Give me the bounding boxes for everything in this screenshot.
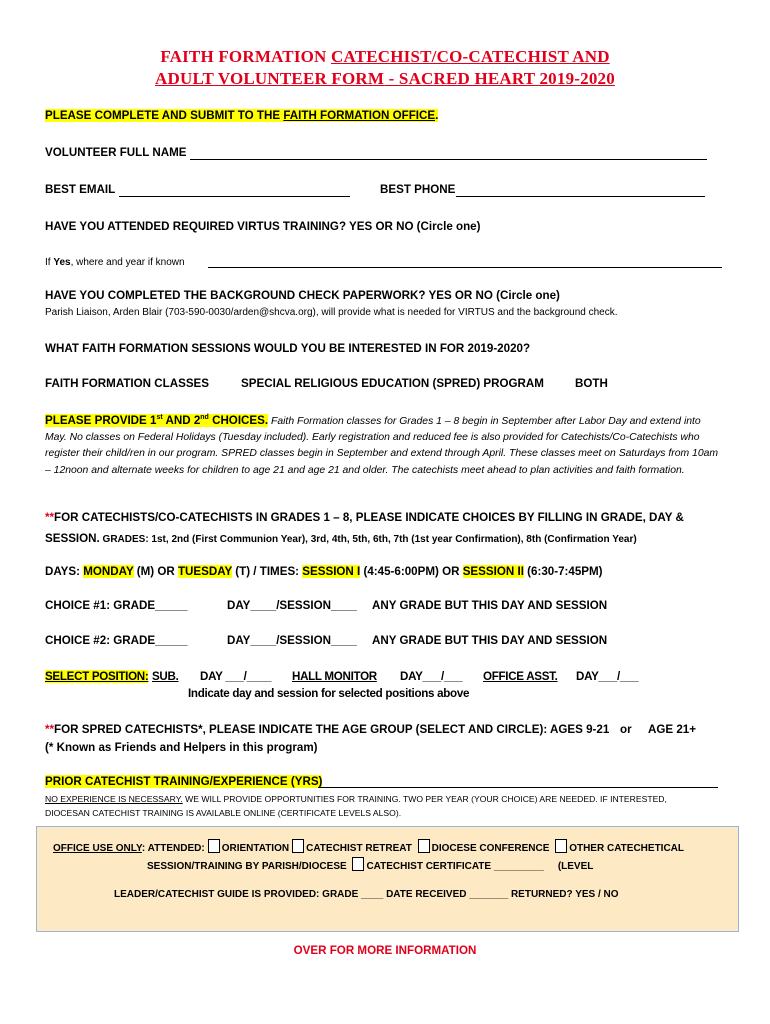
session-1-label: SESSION I bbox=[302, 565, 361, 578]
lead-b: AND 2 bbox=[162, 413, 201, 427]
submit-instruction bbox=[45, 109, 438, 122]
spred-age-21-plus[interactable]: AGE 21+ bbox=[648, 723, 697, 736]
if-suffix: , where and year if known bbox=[70, 257, 185, 268]
days-times-line bbox=[45, 565, 603, 578]
choice-1-day-session[interactable]: DAY____/SESSION____ bbox=[227, 599, 357, 612]
spred-age-question bbox=[45, 723, 609, 736]
position-office-day[interactable]: DAY___/___ bbox=[576, 670, 639, 683]
email-label: BEST EMAIL bbox=[45, 183, 116, 196]
position-hall-day[interactable]: DAY___/___ bbox=[400, 670, 463, 683]
prior-training-note-2: DIOCESAN CATECHIST TRAINING IS AVAILABLE ONLINE (CERTIFICATE LEVELS ALSO). bbox=[45, 808, 402, 818]
parish-liaison-note: Parish Liaison, Arden Blair (703-590-0030/arden@shcva.org), will provide what is needed for VIRTUS and the background check. bbox=[45, 307, 618, 318]
background-check-question: HAVE YOU COMPLETED THE BACKGROUND CHECK PAPERWORK? YES OR NO (Circle one) bbox=[45, 289, 560, 302]
full-name-field[interactable] bbox=[190, 147, 707, 160]
grades-line-1: FOR CATECHISTS/CO-CATECHISTS IN GRADES 1 – 8, PLEASE INDICATE CHOICES BY FILLING IN GRADE, DAY & bbox=[54, 511, 684, 524]
phone-label: BEST PHONE bbox=[380, 183, 456, 196]
session-1-time: (4:45-6:00PM) OR bbox=[360, 565, 463, 578]
title-underlined-1: CATECHIST/CO-CATECHIST AND bbox=[331, 47, 610, 66]
spred-line-1: FOR SPRED CATECHISTS*, PLEASE INDICATE THE AGE GROUP (SELECT AND CIRCLE): AGES 9-21 bbox=[54, 723, 610, 736]
position-note: Indicate day and session for selected positions above bbox=[188, 687, 470, 700]
instruction-office: FAITH FORMATION OFFICE bbox=[283, 109, 436, 122]
other-catechetical-label: OTHER CATECHETICAL bbox=[569, 843, 685, 854]
certificate-checkbox[interactable] bbox=[352, 857, 364, 871]
prior-training-label: PRIOR CATECHIST TRAINING/EXPERIENCE (YRS) bbox=[45, 775, 323, 788]
session-2-label: SESSION II bbox=[462, 565, 524, 578]
spred-stars: ** bbox=[45, 723, 55, 736]
instruction-prefix: PLEASE COMPLETE AND SUBMIT TO THE bbox=[45, 109, 284, 122]
session-2-time: (6:30-7:45PM) bbox=[523, 565, 603, 578]
sup-2: nd bbox=[200, 414, 209, 421]
virtus-question: HAVE YOU ATTENDED REQUIRED VIRTUS TRAINING? YES OR NO (Circle one) bbox=[45, 220, 481, 233]
position-sub[interactable]: SUB. bbox=[152, 670, 179, 683]
title-underlined-2: ADULT VOLUNTEER FORM bbox=[155, 69, 385, 88]
other-checkbox[interactable] bbox=[555, 839, 567, 853]
position-office-asst[interactable]: OFFICE ASST. bbox=[483, 670, 558, 683]
select-position-label: SELECT POSITION: bbox=[45, 670, 149, 683]
full-name-label: VOLUNTEER FULL NAME bbox=[45, 146, 187, 159]
lead-c: CHOICES. bbox=[208, 413, 269, 427]
grades-list: GRADES: 1st, 2nd (First Communion Year), 3rd, 4th, 5th, 6th, 7th (1st year Confirmation), 8th (Confirmation Year) bbox=[99, 534, 637, 545]
choice-2-day-session[interactable]: DAY____/SESSION____ bbox=[227, 634, 357, 647]
retreat-checkbox[interactable] bbox=[292, 839, 304, 853]
spred-known-as: (* Known as Friends and Helpers in this program) bbox=[45, 741, 318, 754]
session-training-label: SESSION/TRAINING BY PARISH/DIOCESE bbox=[147, 861, 347, 872]
over-for-more-info: OVER FOR MORE INFORMATION bbox=[293, 944, 477, 957]
form-title-line-2 bbox=[0, 69, 770, 89]
attended-label: : ATTENDED: bbox=[141, 843, 205, 854]
guide-line: LEADER/CATECHIST GUIDE IS PROVIDED: GRADE ____ DATE RECEIVED _______ RETURNED? YES / NO bbox=[114, 889, 619, 900]
if-yes: Yes bbox=[53, 257, 71, 268]
position-sub-day[interactable]: DAY ___/____ bbox=[200, 670, 272, 683]
lead-a: PLEASE PROVIDE 1 bbox=[45, 413, 157, 427]
m-abbrev: (M) OR bbox=[133, 565, 178, 578]
grades-stars: ** bbox=[45, 511, 55, 524]
option-spred-program: SPECIAL RELIGIOUS EDUCATION (SPRED) PROGRAM bbox=[241, 377, 544, 390]
office-use-box bbox=[36, 826, 739, 932]
form-title-line-1 bbox=[0, 47, 770, 67]
grades-instruction-line-2 bbox=[45, 529, 637, 547]
certificate-label: CATECHIST CERTIFICATE _________ bbox=[366, 861, 544, 872]
choices-lead bbox=[45, 414, 268, 427]
monday-label: MONDAY bbox=[83, 565, 134, 578]
instruction-suffix: . bbox=[435, 109, 439, 122]
choice-1-grade[interactable]: CHOICE #1: GRADE_____ bbox=[45, 599, 188, 612]
position-hall-monitor[interactable]: HALL MONITOR bbox=[292, 670, 377, 683]
spred-or: or bbox=[620, 723, 632, 736]
option-faith-formation-classes: FAITH FORMATION CLASSES bbox=[45, 377, 210, 390]
sup-1: st bbox=[156, 414, 163, 421]
tuesday-label: TUESDAY bbox=[177, 565, 233, 578]
orientation-checkbox[interactable] bbox=[208, 839, 220, 853]
retreat-label: CATECHIST RETREAT bbox=[306, 843, 412, 854]
choices-paragraph bbox=[45, 410, 725, 479]
office-use-only-label: OFFICE USE ONLY bbox=[53, 843, 142, 854]
orientation-label: ORIENTATION bbox=[221, 843, 290, 854]
level-label: (LEVEL bbox=[557, 861, 594, 872]
office-use-line-1 bbox=[53, 839, 684, 854]
if-prefix: If bbox=[45, 257, 54, 268]
office-use-line-2 bbox=[147, 857, 593, 872]
sessions-question: WHAT FAITH FORMATION SESSIONS WOULD YOU BE INTERESTED IN FOR 2019-2020? bbox=[45, 342, 531, 355]
choices-text: Faith Formation classes for Grades 1 – 8 begin in September after Labor Day and extend into May. No classes on Federal Holidays (Tuesday included). Early registration and reduced fee is also provided for Catechists/Co-Catechists who register their child/ren in our program. SPRED classes begin in September and extend through April. These classes meet on Saturdays from 10am – 12noon and alternate weeks for children to age 21 and age 21 and older. The catechists meet ahead to plan activities and faith formation. bbox=[45, 415, 719, 476]
choice-2-grade[interactable]: CHOICE #2: GRADE_____ bbox=[45, 634, 188, 647]
phone-field[interactable] bbox=[456, 184, 705, 197]
conference-checkbox[interactable] bbox=[418, 839, 430, 853]
prior-training-note-1 bbox=[45, 794, 667, 804]
grades-session-label: SESSION. bbox=[45, 532, 100, 545]
choice-2-note: ANY GRADE BUT THIS DAY AND SESSION bbox=[372, 634, 608, 647]
grades-instruction-line-1 bbox=[45, 511, 684, 524]
choice-1-note: ANY GRADE BUT THIS DAY AND SESSION bbox=[372, 599, 608, 612]
virtus-where-field[interactable] bbox=[208, 256, 722, 268]
training-note-rest: WE WILL PROVIDE OPPORTUNITIES FOR TRAINING. TWO PER YEAR (YOUR CHOICE) ARE NEEDED. IF INTERESTED, bbox=[182, 794, 667, 804]
email-field[interactable] bbox=[119, 184, 350, 197]
prior-training-field[interactable] bbox=[318, 775, 718, 788]
t-abbrev: (T) / TIMES: bbox=[232, 565, 303, 578]
virtus-where-line bbox=[45, 257, 185, 268]
conference-label: DIOCESE CONFERENCE bbox=[431, 843, 550, 854]
days-label: DAYS: bbox=[45, 565, 84, 578]
no-experience-note: NO EXPERIENCE IS NECESSARY. bbox=[45, 794, 183, 804]
title-suffix: - SACRED HEART 2019-2020 bbox=[384, 69, 615, 88]
option-both: BOTH bbox=[575, 377, 608, 390]
title-prefix: FAITH FORMATION bbox=[160, 47, 331, 66]
